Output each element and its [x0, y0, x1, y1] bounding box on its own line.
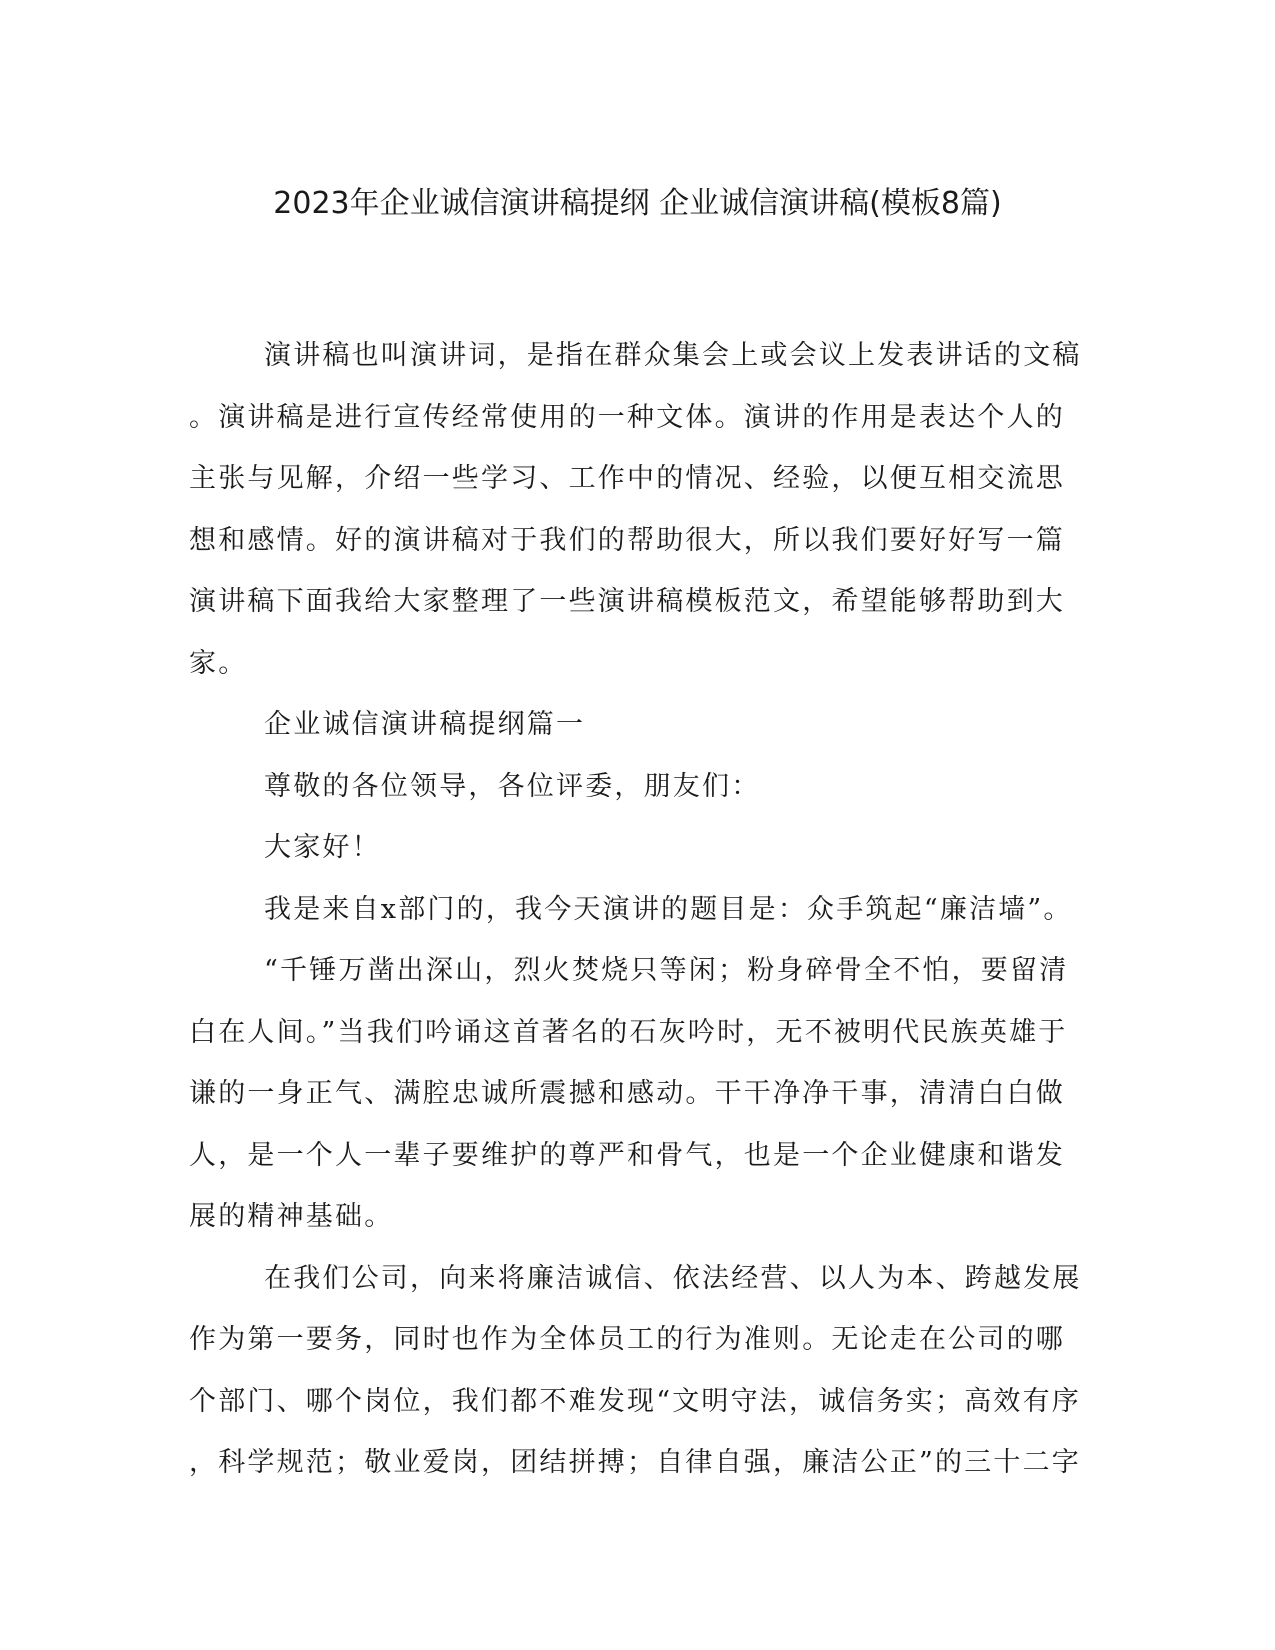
document-title: 2023年企业诚信演讲稿提纲 企业诚信演讲稿(模板8篇)	[273, 186, 1002, 221]
paragraph-line: 演讲稿也叫演讲词，是指在群众集会上或会议上发表讲话的文稿	[264, 340, 1082, 371]
paragraph-line: 作为第一要务，同时也作为全体员工的行为准则。无论走在公司的哪	[189, 1324, 1065, 1355]
paragraph-line: 人，是一个人一辈子要维护的尊严和骨气，也是一个企业健康和谐发	[189, 1139, 1065, 1171]
document-body	[189, 325, 1082, 1494]
paragraph-line: 个部门、哪个岗位，我们都不难发现“文明守法，诚信务实；高效有序	[189, 1385, 1082, 1417]
paragraph-line: ，科学规范；敬业爱岗，团结拼搏；自律自强，廉洁公正”的三十二字	[189, 1447, 1082, 1478]
section-heading: 企业诚信演讲稿提纲篇一	[264, 709, 586, 740]
paragraph-line: 家。	[189, 647, 248, 679]
salutation-line: 尊敬的各位领导，各位评委，朋友们：	[264, 770, 761, 802]
paragraph-line: 展的精神基础。	[189, 1201, 394, 1232]
paragraph-line: 想和感情。好的演讲稿对于我们的帮助很大，所以我们要好好写一篇	[189, 524, 1065, 556]
greeting-line: 大家好！	[264, 832, 381, 863]
paragraph-line: 演讲稿下面我给大家整理了一些演讲稿模板范文，希望能够帮助到大	[189, 586, 1065, 617]
paragraph-line: 我是来自x部门的，我今天演讲的题目是：众手筑起“廉洁墙”。	[264, 893, 1073, 925]
paragraph-line: 主张与见解，介绍一些学习、工作中的情况、经验，以便互相交流思	[189, 463, 1065, 494]
paragraph-line: 在我们公司，向来将廉洁诚信、依法经营、以人为本、跨越发展	[264, 1262, 1082, 1294]
paragraph-line: 白在人间。”当我们吟诵这首著名的石灰吟时，无不被明代民族英雄于	[189, 1016, 1068, 1048]
paragraph-line: 谦的一身正气、满腔忠诚所震撼和感动。干干净净干事，清清白白做	[189, 1078, 1065, 1109]
paragraph-line: “千锤万凿出深山，烈火焚烧只等闲；粉身碎骨全不怕，要留清	[264, 955, 1069, 986]
paragraph-line: 。演讲稿是进行宣传经常使用的一种文体。演讲的作用是表达个人的	[189, 401, 1065, 433]
